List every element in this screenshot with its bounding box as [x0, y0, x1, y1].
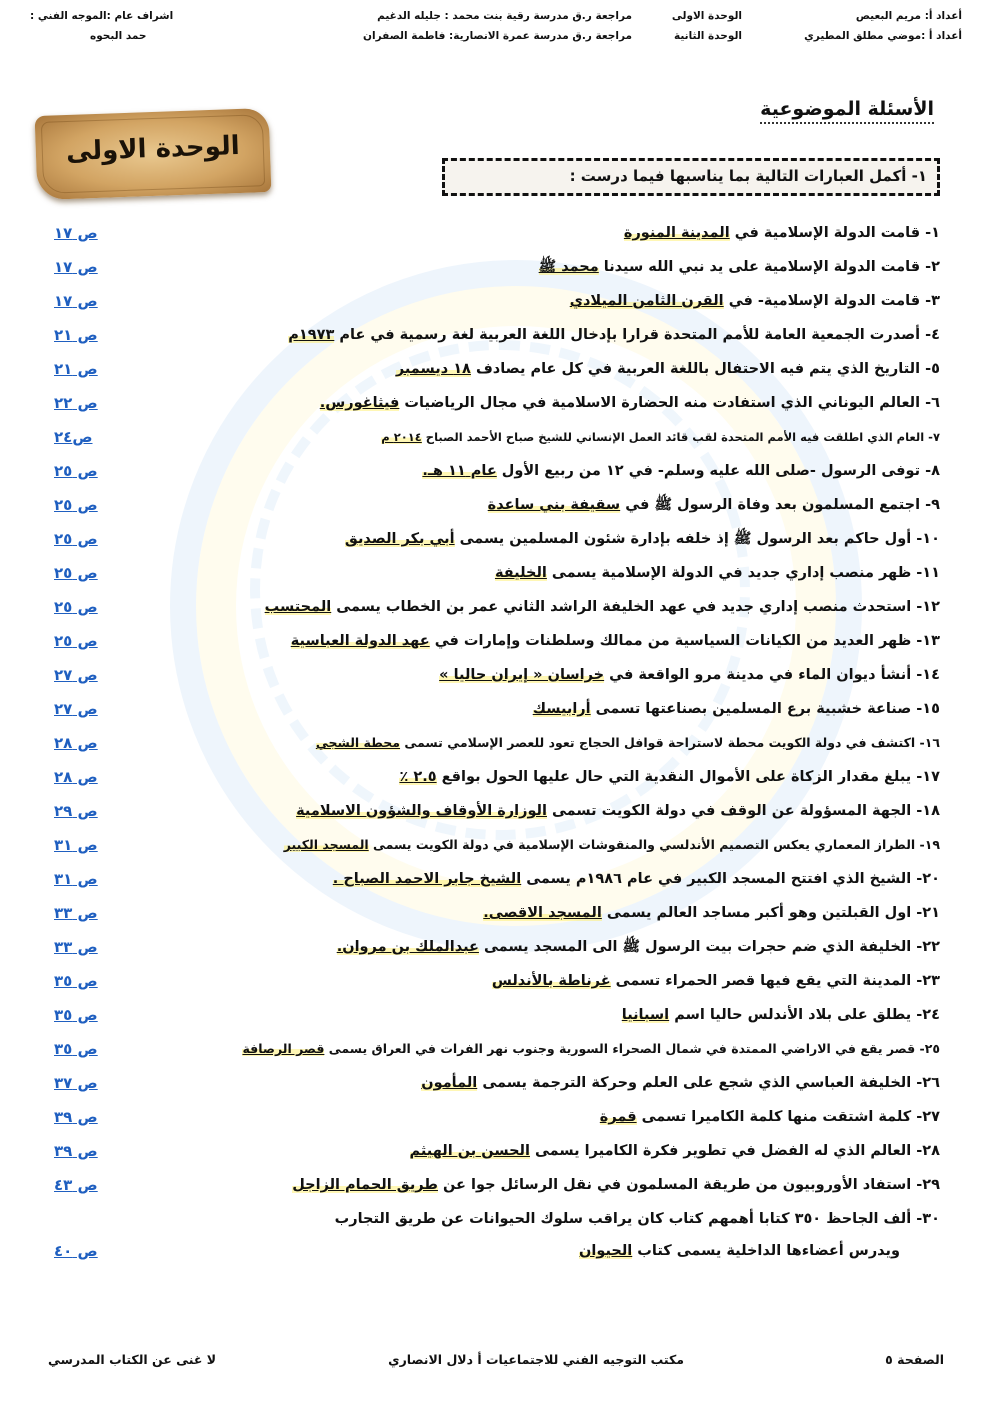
question-row: [40, 1100, 940, 1134]
question-row: [40, 726, 940, 760]
question-answer: قصر الرصافة: [242, 1041, 325, 1056]
page-reference-link[interactable]: ص ٣٣: [54, 938, 98, 956]
question-answer: الخليفة: [494, 565, 547, 581]
question-text: [488, 488, 940, 522]
question-text: [337, 930, 940, 964]
prepared-by-1: أعداد أ: مريم البعيص: [855, 10, 962, 22]
question-answer: المسجد الاقصى.: [483, 905, 602, 921]
question-text: [533, 692, 940, 726]
question-stem: ١٦- اكتشف في دولة الكويت محطة لاستراحة قوافل الحجاج تعود للعصر الإسلامي تسمى: [400, 735, 940, 750]
question-answer: الوزارة الأوقاف والشؤون الاسلامية: [296, 803, 547, 819]
question-text: [622, 998, 940, 1032]
supervisor-name: حمد البحوه: [90, 30, 147, 42]
page-reference-link[interactable]: ص ٢٧: [54, 666, 98, 684]
question-row: [40, 998, 940, 1032]
question-answer: طريق الحمام الزاجل: [292, 1177, 438, 1193]
page-reference-link[interactable]: ص ١٧: [54, 224, 98, 242]
page-reference-link[interactable]: ص ١٧: [54, 258, 98, 276]
question-stem: ٩- اجتمع المسلمون بعد وفاة الرسول ﷺ في: [620, 497, 940, 513]
question-answer: قمرة: [599, 1109, 637, 1125]
question-text: [292, 1168, 940, 1202]
review-2: مراجعة ر.ق مدرسة عمرة الانصارية: فاطمة الصفران: [363, 30, 632, 42]
question-answer: ١٨ ديسمبر: [395, 361, 471, 377]
question-row: [40, 1032, 940, 1066]
question-stem: ١٥- صناعة خشبية برع المسلمين بصناعتها تسمى: [590, 701, 940, 717]
question-row: [40, 1168, 940, 1202]
question-text: [399, 760, 940, 794]
question-stem: ٢٥- قصر يقع في الاراضي الممتدة في شمال الصحراء السورية وجنوب نهر الفرات في العراق يسمى: [324, 1041, 940, 1056]
question-row: [40, 488, 940, 522]
question-text: [570, 284, 940, 318]
page-reference-link[interactable]: ص ٣٥: [54, 1040, 98, 1058]
question-text: [320, 386, 940, 420]
question-answer: أبي بكر الصديق: [344, 531, 455, 547]
page-reference-link[interactable]: ص ١٧: [54, 292, 98, 310]
page-reference-link[interactable]: ص ٢٨: [54, 768, 98, 786]
question-stem: ١٤- أنشأ ديوان الماء في مدينة مرو الواقعة في: [604, 667, 940, 683]
page-reference-link[interactable]: ص ٢٥: [54, 632, 98, 650]
question-answer: الشيخ جابر الاحمد الصباح .: [332, 871, 522, 887]
question-answer: الحيوان: [579, 1243, 633, 1259]
page-reference-link[interactable]: ص ٣١: [54, 836, 98, 854]
footer-note: لا غنى عن الكتاب المدرسي: [48, 1352, 217, 1367]
question-row: [40, 352, 940, 386]
question-row: [40, 250, 940, 284]
question-answer: الحسن بن الهيثم: [409, 1143, 530, 1159]
question-text: [335, 1202, 940, 1236]
question-answer: عبدالملك بن مروان.: [336, 939, 479, 955]
page-footer: [48, 1352, 944, 1372]
unit-banner: [35, 108, 272, 200]
question-row: [40, 284, 940, 318]
question-text: [316, 726, 940, 760]
question-text: [284, 828, 940, 862]
question-answer: المأمون: [421, 1075, 478, 1091]
question-stem: ٢٣- المدينة التي يقع فيها قصر الحمراء تسمى: [610, 973, 940, 989]
page-reference-link[interactable]: ص ٢٧: [54, 700, 98, 718]
page-reference-link[interactable]: ص ٢٨: [54, 734, 98, 752]
question-stem: ٢٤- يطلق على بلاد الأندلس حاليا اسم: [669, 1007, 940, 1023]
question-row: [40, 862, 940, 896]
credits-line-1: [30, 10, 962, 28]
page-reference-link[interactable]: ص ٤٠: [54, 1242, 98, 1260]
question-row: [40, 590, 940, 624]
question-answer: محمد ﷺ: [538, 259, 599, 275]
question-stem: ٢٦- الخليفة العباسي الذي شجع على العلم وحركة الترجمة يسمى: [477, 1075, 940, 1091]
question-answer: محطة الشجي: [315, 735, 401, 750]
question-stem: ٣- قامت الدولة الإسلامية- في: [723, 293, 940, 309]
page-reference-link[interactable]: ص ٣٥: [54, 972, 98, 990]
page-reference-link[interactable]: ص ٣٥: [54, 1006, 98, 1024]
question-stem: ١- قامت الدولة الإسلامية في: [729, 225, 940, 241]
question-stem: ٢- قامت الدولة الإسلامية على يد نبي الله سيدنا: [598, 259, 940, 275]
question-answer: اسبانيا: [621, 1007, 670, 1023]
question-answer: المحتسب: [264, 599, 332, 615]
question-row: [40, 794, 940, 828]
page-reference-link[interactable]: ص ٤٣: [54, 1176, 98, 1194]
question-row: [40, 692, 940, 726]
question-row: [40, 624, 940, 658]
question-row: [40, 896, 940, 930]
question-answer: المسجد الكبير: [283, 837, 369, 852]
question-text: [439, 658, 940, 692]
question-row: [40, 216, 940, 250]
question-stem: ٤- أصدرت الجمعية العامة للأمم المتحدة قرارا بإدخال اللغة العربية لغة رسمية في عام: [334, 327, 940, 343]
page-reference-link[interactable]: ص ٣٩: [54, 1108, 98, 1126]
question-answer: عهد الدولة العباسية: [290, 633, 430, 649]
page-reference-link[interactable]: ص ٢١: [54, 360, 98, 378]
page-reference-link[interactable]: ص ٢٥: [54, 564, 98, 582]
question-answer: ١٩٧٣م: [288, 327, 335, 343]
instruction-box: [442, 158, 940, 196]
question-stem: ٢٩- استفاد الأوروبيون من طريقة المسلمون في نقل الرسائل جوا عن: [437, 1177, 940, 1193]
question-stem: ٦- العالم اليوناني الذي استفادت منه الحضارة الاسلامية في مجال الرياضيات: [399, 395, 940, 411]
page-number: الصفحة ٥: [885, 1352, 944, 1367]
prepared-by-2: أعداد أ :موضي مطلق المطيري: [804, 30, 962, 42]
page-reference-link[interactable]: ص ٢١: [54, 326, 98, 344]
page-reference-link[interactable]: ص ٢٥: [54, 496, 98, 514]
question-row: [40, 1066, 940, 1100]
question-stem: ٢١- اول القبلتين وهو أكبر مساجد العالم يسمى: [601, 905, 940, 921]
question-stem: ٢٠- الشيخ الذي افتتح المسجد الكبير في عام ١٩٨٦م يسمى: [521, 871, 940, 887]
question-stem: ٢٧- كلمة اشتقت منها كلمة الكاميرا تسمى: [636, 1109, 940, 1125]
question-stem: ٢٢- الخليفة الذي ضم حجرات بيت الرسول ﷺ الى المسجد يسمى: [478, 939, 940, 955]
question-text: [242, 1032, 940, 1066]
question-row: [40, 1236, 940, 1266]
question-stem: ١٩- الطراز المعماري يعكس التصميم الأندلسي والمنقوشات الإسلامية في دولة الكويت يسمى: [368, 837, 940, 852]
questions-list: [40, 216, 940, 1266]
question-text: [345, 522, 940, 556]
question-stem: ٨- توفى الرسول -صلى الله عليه وسلم- في ١٢ من ربيع الأول: [496, 463, 940, 479]
question-text: [624, 216, 940, 250]
question-stem: ١٣- ظهر العديد من الكيانات السياسية من ممالك وسلطنات وإمارات في: [429, 633, 940, 649]
page-reference-link[interactable]: ص ٣٣: [54, 904, 98, 922]
supervision-label: اشراف عام :الموجه الفني :: [30, 10, 174, 22]
question-text: [495, 556, 940, 590]
question-text: [333, 862, 940, 896]
question-row: [40, 964, 940, 998]
question-answer: عام ١١ هـ.: [422, 463, 497, 479]
unit-label-2: الوحدة الثانية: [674, 30, 742, 42]
question-row: [40, 318, 940, 352]
question-stem: ويدرس أعضاءها الداخلية يسمى كتاب: [632, 1243, 900, 1259]
question-answer: ٢.٥ ٪: [399, 769, 437, 785]
page-reference-link[interactable]: ص ٣١: [54, 870, 98, 888]
page-reference-link[interactable]: ص ٢٢: [54, 394, 98, 412]
question-answer: أرابيسك: [532, 701, 591, 717]
question-answer: غرناطة بالأندلس: [491, 973, 611, 989]
footer-office: مكتب التوجيه الفني للاجتماعيات أ دلال الانصاري: [388, 1352, 684, 1367]
page-reference-link[interactable]: ص ٢٥: [54, 462, 98, 480]
review-1: مراجعة ر.ق مدرسة رقية بنت محمد : جليله الدغيم: [377, 10, 632, 22]
question-row: [40, 454, 940, 488]
instruction-text: ١- أكمل العبارات التالية بما يناسبها فيما درست :: [569, 167, 927, 185]
question-row: [40, 522, 940, 556]
question-stem: ٢٨- العالم الذي له الفضل في تطوير فكرة الكاميرا يسمى: [529, 1143, 940, 1159]
question-row: [40, 556, 940, 590]
question-answer: القرن الثامن الميلادي: [569, 293, 724, 309]
page-reference-link[interactable]: ص ٣٩: [54, 1142, 98, 1160]
question-stem: ١٢- استحدث منصب إداري جديد في عهد الخليفة الراشد الثاني عمر بن الخطاب يسمى: [331, 599, 940, 615]
question-row: [40, 386, 940, 420]
question-row: [40, 1134, 940, 1168]
question-text: [600, 1100, 940, 1134]
question-stem: ٣٠- ألف الجاحظ ٣٥٠ كتابا أهمهم كتاب كان يراقب سلوك الحيوانات عن طريق التجارب: [334, 1211, 940, 1227]
page-reference-link[interactable]: ص ٢٥: [54, 598, 98, 616]
question-stem: ١٠- أول حاكم بعد الرسول ﷺ إذ خلفه بإدارة شئون المسلمين يسمى: [454, 531, 940, 547]
question-row: [40, 760, 940, 794]
question-text: [492, 964, 940, 998]
question-row: [40, 930, 940, 964]
credits-line-2: [30, 30, 962, 48]
question-stem: ١١- ظهر منصب إداري جديد في الدولة الإسلامية يسمى: [546, 565, 940, 581]
credits-header: [30, 10, 962, 54]
question-row: [40, 1202, 940, 1236]
question-text: [291, 624, 940, 658]
question-text: [539, 250, 940, 284]
section-title: الأسئلة الموضوعية: [760, 98, 934, 124]
question-text: [410, 1134, 941, 1168]
question-text: [396, 352, 940, 386]
question-answer: المدينة المنورة: [623, 225, 730, 241]
question-answer: ٢٠١٤ م: [381, 430, 422, 444]
question-text: [483, 896, 940, 930]
page-reference-link[interactable]: ص ٢٩: [54, 802, 98, 820]
question-text: [421, 1066, 940, 1100]
question-text: [422, 454, 940, 488]
question-text: [265, 590, 940, 624]
question-answer: فيثاغورس.: [319, 395, 400, 411]
page-reference-link[interactable]: ص ٢٥: [54, 530, 98, 548]
question-text: [296, 794, 940, 828]
unit-banner-text: الوحدة الاولى: [65, 130, 241, 168]
question-answer: خراسان « إيران حاليا »: [439, 667, 605, 683]
question-row: [40, 658, 940, 692]
question-answer: سقيفة بني ساعدة: [487, 497, 621, 513]
question-stem: ١٧- يبلغ مقدار الزكاة على الأموال النقدية التي حال عليها الحول بواقع: [436, 769, 940, 785]
question-stem: ١٨- الجهة المسؤولة عن الوقف في دولة الكويت تسمى: [546, 803, 940, 819]
page-reference-link[interactable]: ص ٣٧: [54, 1074, 98, 1092]
question-text: [288, 318, 940, 352]
unit-label-1: الوحدة الاولى: [671, 10, 742, 22]
question-stem: ٧- العام الذي اطلقت فيه الأمم المتحدة لقب قائد العمل الإنساني للشيخ صباح الأحمد الصباح: [421, 430, 940, 444]
question-text: [381, 420, 940, 454]
question-row: [40, 828, 940, 862]
question-stem: ٥- التاريخ الذي يتم فيه الاحتفال باللغة العربية في كل عام يصادف: [470, 361, 940, 377]
question-text: [579, 1236, 900, 1266]
page-reference-link[interactable]: ص٢٤: [54, 428, 93, 446]
question-row: [40, 420, 940, 454]
